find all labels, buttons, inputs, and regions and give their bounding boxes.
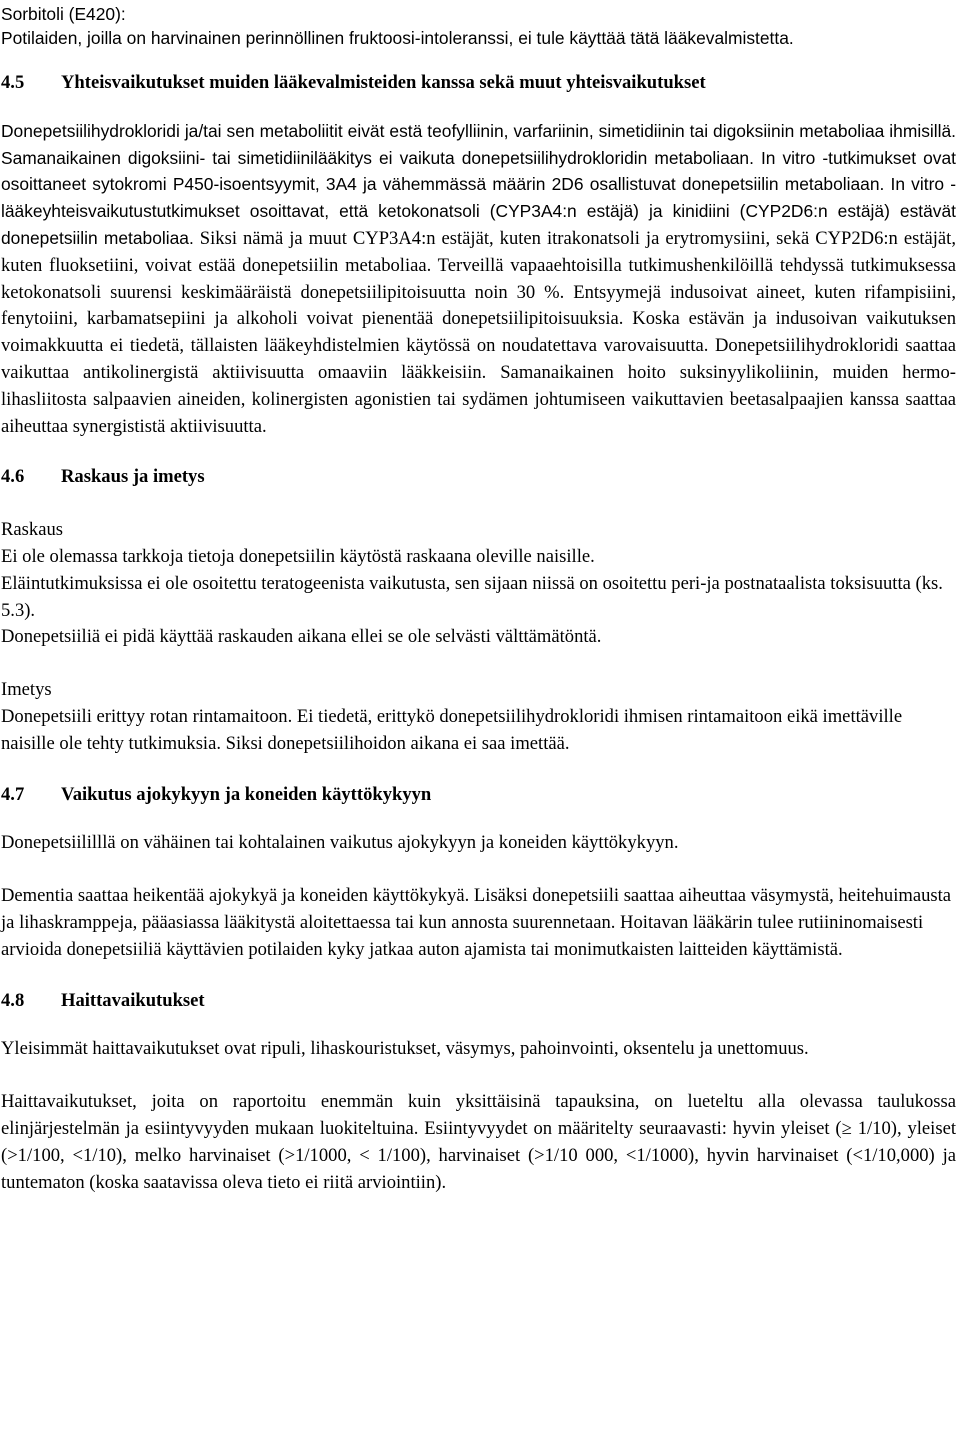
section-number: 4.7 <box>1 783 25 805</box>
pregnancy-block <box>1 517 956 651</box>
section-heading-4-6 <box>1 464 956 491</box>
interactions-intro: Donepetsiilihydrokloridi ja/tai sen metaboliitit eivät estä teofylliinin, varfariinin, simetidiinin tai digoksiinin metaboliaa ihmisillä. Samanaikainen digoksiini- tai simetidiinilääkitys ei vaikuta donepetsiilihydrokloridin metaboliaan. In vitro -tutkimukset ovat osoittaneet sytokromi P450-isoentsyymit, 3A4 ja vähemmässä määrin 2D6 osallistuvat donepetsiilin metaboliaan. In vitro -lääkeyhteisvaikutustutkimukset osoittavat, että ketokonatsoli (CYP3A4:n estäjä) ja kinidiini (CYP2D6:n estäjä) estävät donepetsiilin metaboliaa. <box>1 120 956 248</box>
sorbitol-warning: Potilaiden, joilla on harvinainen perinnöllinen fruktoosi-intoleranssi, ei tule käyttää tätä lääkevalmistetta. <box>1 28 794 48</box>
adverse-paragraph-2: Haittavaikutukset, joita on raportoitu enemmän kuin yksittäisinä tapauksina, on lueteltu alla olevassa taulukossa elinjärjestelmän ja esiintyvyyden mukaan luokiteltuina. Esiintyvyydet on määritelty seuraavasti: hyvin yleiset (≥ 1/10), yleiset (>1/100, <1/10), melko harvinaiset (>1/1000, < 1/100), harvinaiset (>1/10 000, <1/1000), hyvin harvinaiset (<1/10,000) ja tuntematon (koska saatavissa oleva tieto ei riitä arviointiin). <box>1 1091 956 1193</box>
section-heading-4-7 <box>1 782 956 809</box>
sorbitol-label: Sorbitoli (E420): <box>1 4 126 24</box>
pregnancy-line-2: Eläintutkimuksissa ei ole osoitettu teratogeenista vaikutusta, sen sijaan niissä on osoitettu peri-ja postnataalista toksisuutta (ks. 5.3). <box>1 572 943 621</box>
driving-paragraph-1: Donepetsiililllä on vähäinen tai kohtalainen vaikutus ajokykyyn ja koneiden käyttökykyyn. <box>1 832 679 854</box>
adverse-paragraph-1: Yleisimmät haittavaikutukset ovat ripuli, lihaskouristukset, väsymys, pahoinvointi, oksentelu ja unettomuus. <box>1 1038 809 1060</box>
section-title: Raskaus ja imetys <box>61 466 205 488</box>
pregnancy-line-3: Donepetsiiliä ei pidä käyttää raskauden aikana ellei se ole selvästi välttämätöntä. <box>1 626 602 648</box>
section-title: Vaikutus ajokykyyn ja koneiden käyttökykyyn <box>61 783 432 805</box>
breastfeeding-text: Donepetsiili erittyy rotan rintamaitoon. Ei tiedetä, erittykö donepetsiilihydrokloridi ihmisen rintamaitoon eikä imettäville naisille ole tehty tutkimuksia. Siksi donepetsiilihoidon aikana ei saa imettää. <box>1 705 903 754</box>
pregnancy-line-1: Ei ole olemassa tarkkoja tietoja donepetsiilin käytöstä raskaana oleville naisille. <box>1 545 595 567</box>
driving-paragraph-2: Dementia saattaa heikentää ajokykyä ja koneiden käyttökykyä. Lisäksi donepetsiili saattaa aiheuttaa väsymystä, heitehuimausta ja lihaskramppeja, pääasiassa lääkitystä aloitettaessa tai kun annosta suurennetaan. Hoitavan lääkärin tulee rutiininomaisesti arvioida donepetsiiliä käyttävien potilaiden kyky jatkaa auton ajamista tai monimutkaisten laitteiden käyttämistä. <box>1 885 952 960</box>
section-title: Haittavaikutukset <box>61 989 205 1011</box>
interactions-body: Siksi nämä ja muut CYP3A4:n estäjät, kuten itrakonatsoli ja erytromysiini, sekä CYP2D6:n estäjät, kuten fluoksetiini, voivat estää donepetsiilin metaboliaa. Terveillä vapaaehtoisilla tutkimushenkilöillä tehdyssä tutkimuksessa ketokonatsoli suurensi keskimääräistä donepetsiilipitoisuutta noin 30 %. Entsyymejä indusoivat aineet, kuten rifampisiini, fenytoiini, karbamatsepiini ja alkoholi voivat pienentää donepetsiilipitoisuuksia. Koska estävän ja indusoivan vaikutuksen voimakkuutta ei tiedetä, tällaisten lääkeyhdistelmien käytössä on noudatettava varovaisuutta. Donepetsiilihydrokloridi saattaa vaikuttaa antikolinergistä aktiivisuutta omaaviin lääkkeisiin. Samanaikainen hoito suksinyylikoliinin, muiden hermo-lihasliitosta salpaavien aineiden, kolinergisten agonistien tai sydämen johtumiseen vaikuttavien beetasalpaajien kanssa saattaa aiheuttaa synergististä aktiivisuutta. <box>1 227 956 437</box>
section-title: Yhteisvaikutukset muiden lääkevalmisteiden kanssa sekä muut yhteisvaikutukset <box>61 72 706 93</box>
section-heading-4-5 <box>1 70 956 97</box>
breastfeeding-label: Imetys <box>1 679 52 701</box>
pregnancy-label: Raskaus <box>1 519 63 541</box>
section-heading-4-8 <box>1 988 956 1015</box>
interactions-paragraph <box>1 119 956 441</box>
section-number: 4.6 <box>1 466 25 488</box>
sorbitol-note <box>1 2 956 50</box>
section-number: 4.8 <box>1 989 25 1011</box>
section-number: 4.5 <box>1 72 25 93</box>
breastfeeding-block <box>1 677 956 757</box>
